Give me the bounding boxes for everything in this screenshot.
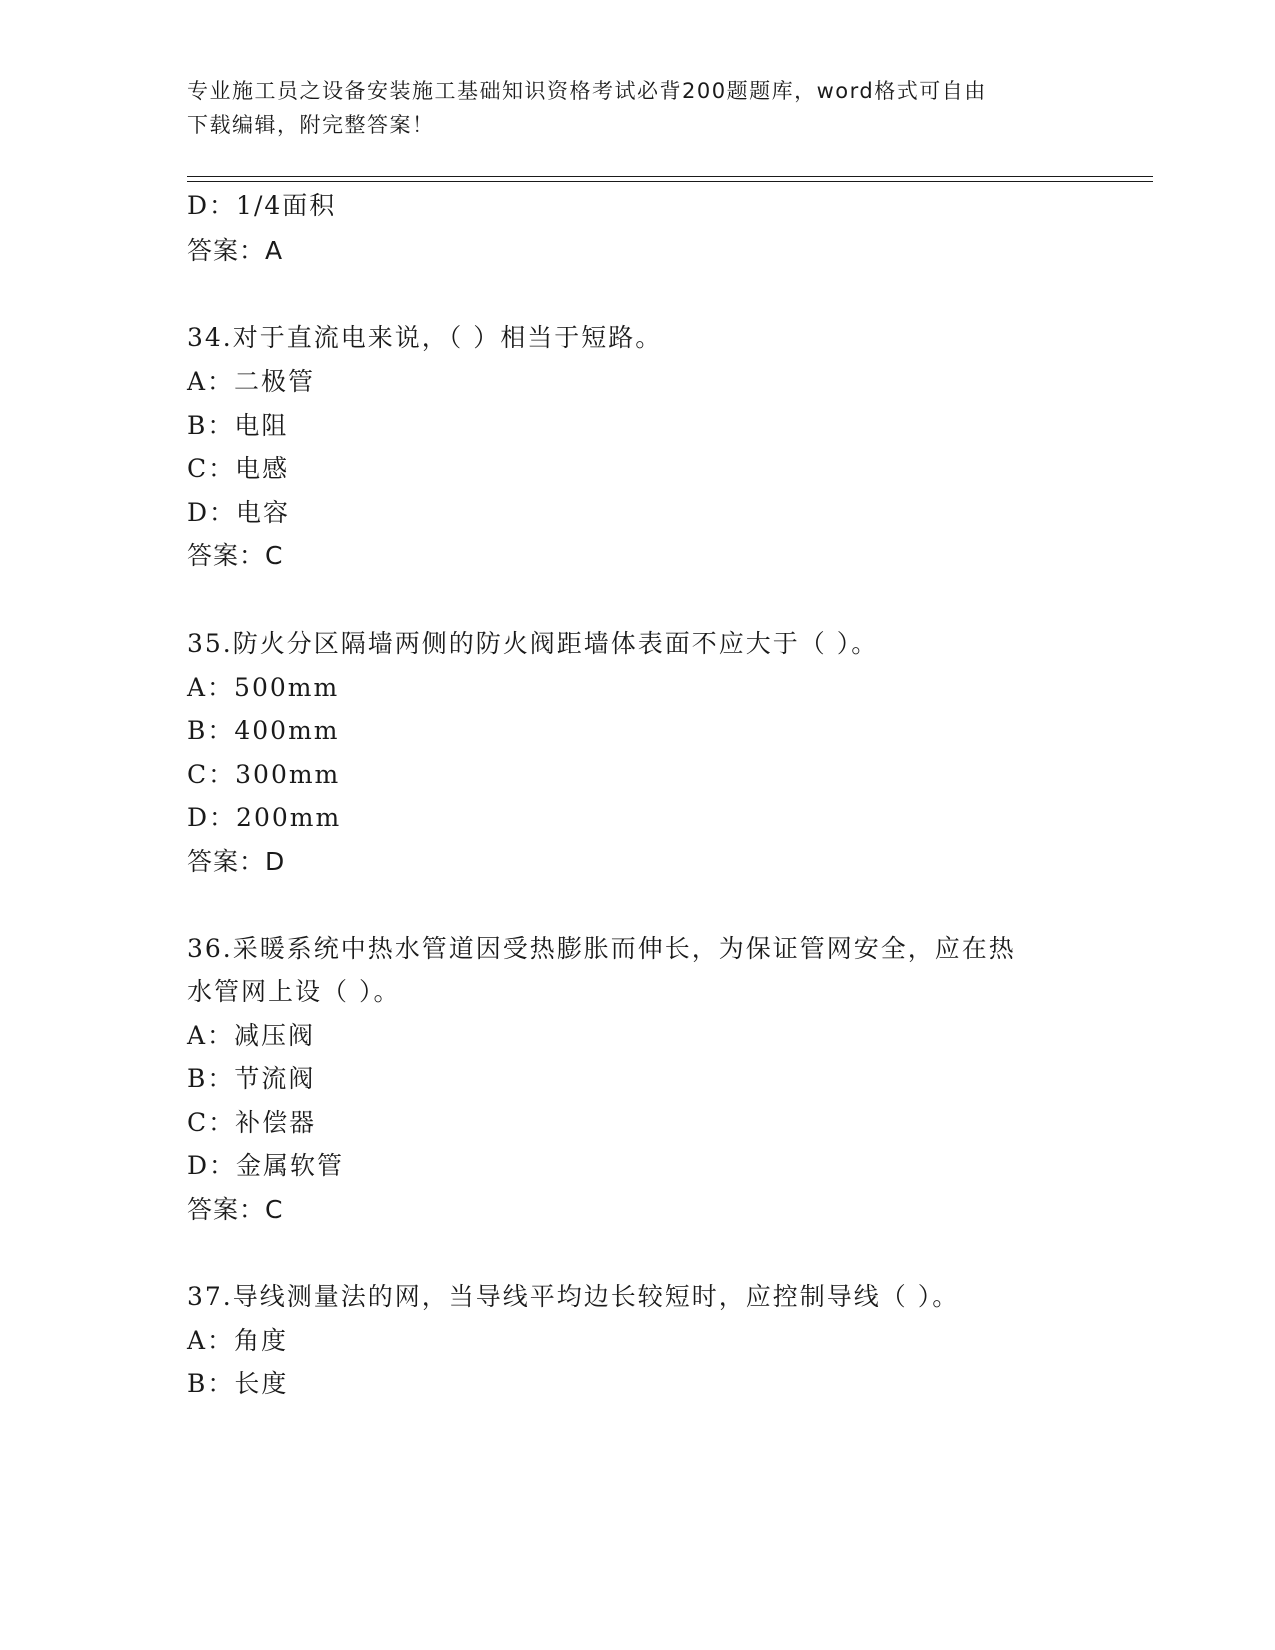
option-b: B：400mm [187,716,340,745]
header-divider-top [187,176,1153,177]
answer-line: 答案：C [187,1195,284,1224]
answer-line: 答案：A [187,236,284,265]
option-b: B：电阻 [187,411,289,440]
option-c: C：电感 [187,454,290,483]
header-line-2: 下载编辑，附完整答案！ [187,113,435,137]
document-header [187,74,1067,142]
option-a: A：角度 [187,1326,289,1355]
header-line-1: 专业施工员之设备安装施工基础知识资格考试必背200题题库，word格式可自由 [187,79,987,103]
answer-line: 答案：D [187,847,286,876]
question-stem: 37.导线测量法的网，当导线平均边长较短时，应控制导线（ ）。 [187,1282,960,1311]
question-stem: 35.防火分区隔墙两侧的防火阀距墙体表面不应大于（ ）。 [187,629,879,658]
option-d: D：金属软管 [187,1151,345,1180]
answer-line: 答案：C [187,541,284,570]
option-a: A：减压阀 [187,1021,316,1050]
option-b: B：长度 [187,1369,289,1398]
option-b: B：节流阀 [187,1064,316,1093]
question-stem-line-2: 水管网上设（ ）。 [187,977,401,1006]
option-c: C：300mm [187,760,341,789]
option-d: D：1/4面积 [187,191,337,220]
option-d: D：电容 [187,498,291,527]
option-d: D：200mm [187,803,342,832]
option-a: A：500mm [187,673,340,702]
question-stem-line-1: 36.采暖系统中热水管道因受热膨胀而伸长，为保证管网安全，应在热 [187,934,1016,963]
option-c: C：补偿器 [187,1108,317,1137]
question-stem: 34.对于直流电来说，（ ）相当于短路。 [187,323,663,352]
header-divider-bottom [187,181,1153,182]
option-a: A：二极管 [187,367,316,396]
